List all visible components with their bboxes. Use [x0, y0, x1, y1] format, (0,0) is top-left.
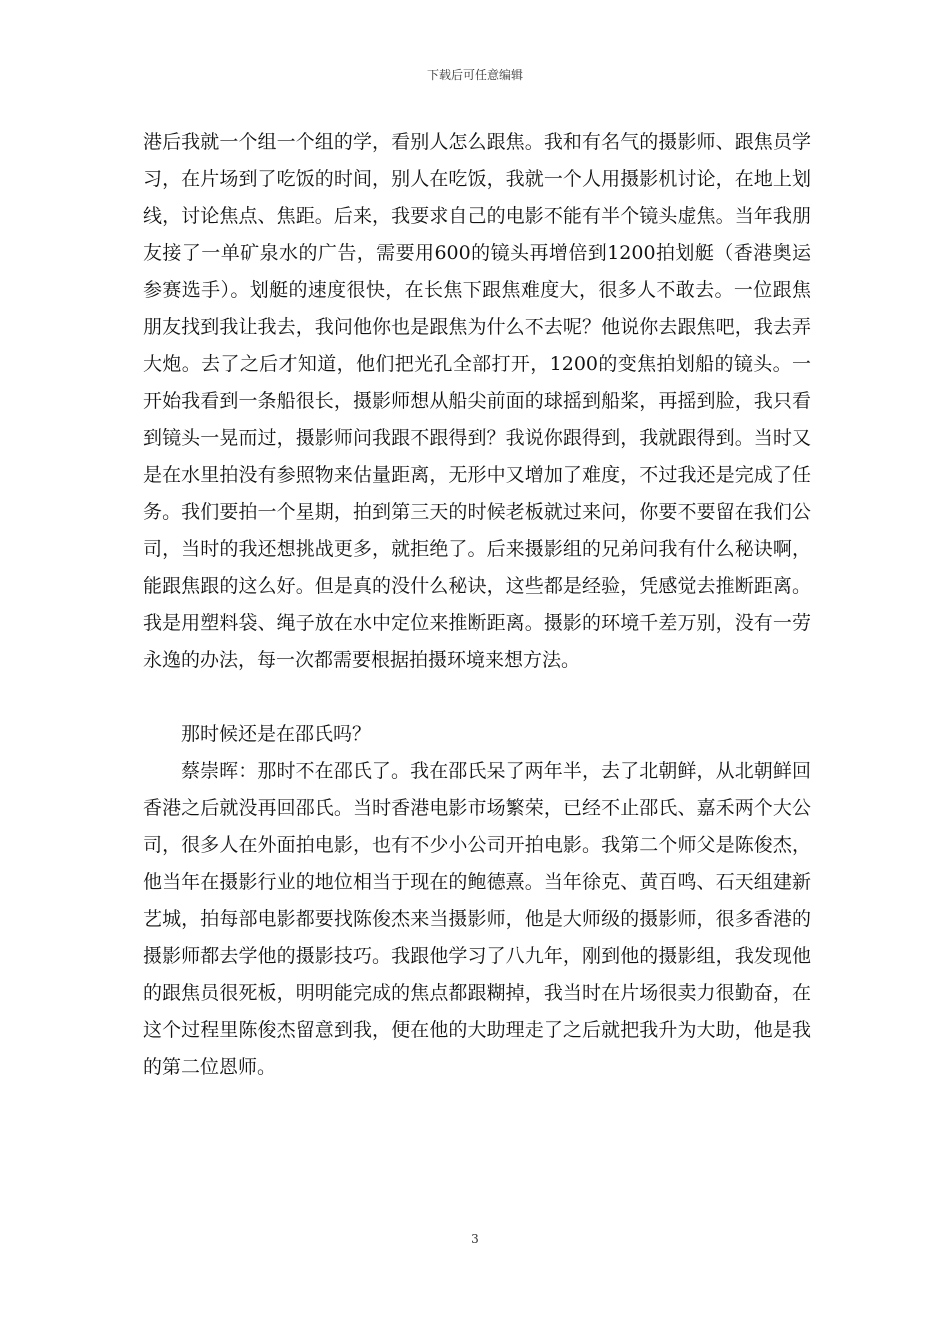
- paragraph-focus-pulling: 港后我就一个组一个组的学，看别人怎么跟焦。我和有名气的摄影师、跟焦员学习，在片场到了吃饭的时间，别人在吃饭，我就一个人用摄影机讨论，在地上划线，讨论焦点、焦距。后来，我要求自己的电影不能有半个镜头虚焦。当年我朋友接了一单矿泉水的广告，需要用600的镜头再增倍到1200拍划艇（香港奥运参赛选手）。划艇的速度很快，在长焦下跟焦难度大，很多人不敢去。一位跟焦朋友找到我让我去，我问他你也是跟焦为什么不去呢？他说你去跟焦吧，我去弄大炮。去了之后才知道，他们把光孔全部打开，1200的变焦拍划船的镜头。一开始我看到一条船很长，摄影师想从船尖前面的球摇到船桨，再摇到脸，我只看到镜头一晃而过，摄影师问我跟不跟得到？我说你跟得到，我就跟得到。当时又是在水里拍没有参照物来估量距离，无形中又增加了难度，不过我还是完成了任务。我们要拍一个星期，拍到第三天的时候老板就过来问，你要不要留在我们公司，当时的我还想挑战更多，就拒绝了。后来摄影组的兄弟问我有什么秘诀啊，能跟焦跟的这么好。但是真的没什么秘诀，这些都是经验，凭感觉去推断距离。我是用塑料袋、绳子放在水中定位来推断距离。摄影的环境千差万别，没有一劳永逸的办法，每一次都需要根据拍摄环境来想方法。: [143, 131, 811, 671]
- page-number: 3: [471, 1232, 479, 1246]
- page-header: 下载后可任意编辑: [426, 68, 523, 82]
- body-text: [143, 124, 811, 1086]
- paragraph-question: 那时候还是在邵氏吗？: [181, 723, 372, 745]
- paragraph-answer: 蔡崇晖：那时不在邵氏了。我在邵氏呆了两年半，去了北朝鲜，从北朝鲜回香港之后就没再回邵氏。当时香港电影市场繁荣，已经不止邵氏、嘉禾两个大公司，很多人在外面拍电影，也有不少小公司开拍电影。我第二个师父是陈俊杰，他当年在摄影行业的地位相当于现在的鲍德熹。当年徐克、黄百鸣、石天组建新艺城，拍每部电影都要找陈俊杰来当摄影师，他是大师级的摄影师，很多香港的摄影师都去学他的摄影技巧。我跟他学习了八九年，刚到他的摄影组，我发现他的跟焦员很死板，明明能完成的焦点都跟糊掉，我当时在片场很卖力很勤奋，在这个过程里陈俊杰留意到我，便在他的大助理走了之后就把我升为大助，他是我的第二位恩师。: [143, 760, 811, 1078]
